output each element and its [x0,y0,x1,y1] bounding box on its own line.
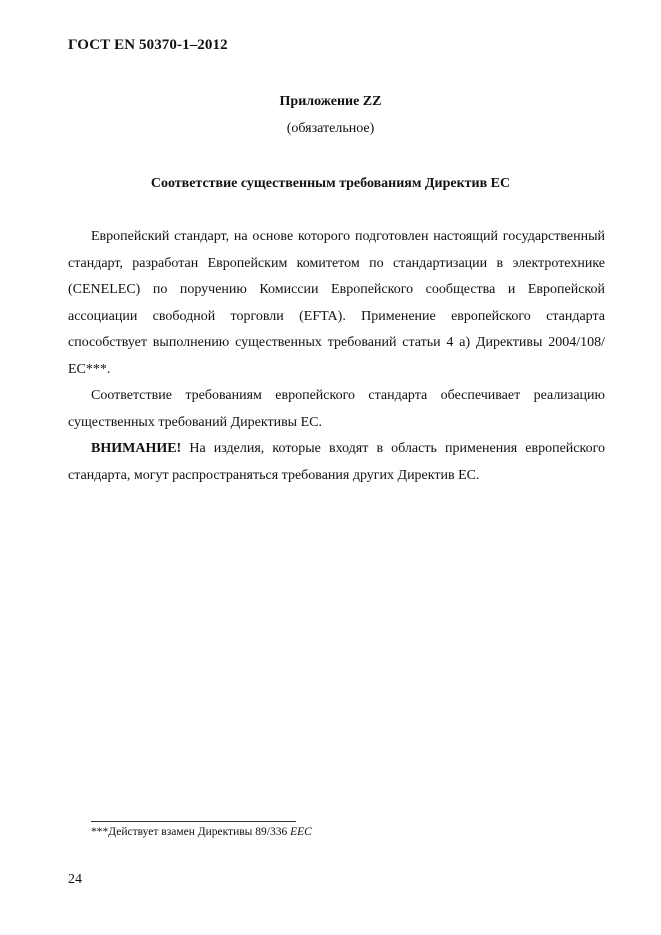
appendix-title: Приложение ZZ [279,94,382,109]
standard-code-header: ГОСТ EN 50370-1–2012 [68,37,228,53]
footnote [91,826,312,838]
footnote-emphasis: ЕЕС [290,826,312,838]
footnote-text: ***Действует взамен Директивы 89/336 [91,826,291,838]
appendix-status: (обязательное) [286,121,375,136]
paragraph-standard-origin: Европейский стандарт, на основе которого подготовлен настоящий государственный стандарт, разработан Европейским комитетом по стандартизации в электротехнике (CENELEC) по поручению Комиссии Европейского сообщества и Европейской ассоциации свободной торговли (EFTA). Применение европейского стандарта способствует выполнению существенных требований статьи 4 а) Директивы 2004/108/ЕС***. [68,229,605,377]
footnote-divider [91,821,296,822]
section-title: Соответствие существенным требованиям Директив ЕС [150,176,511,191]
page-number: 24 [68,872,82,887]
warning-text: На изделия, которые входят в область применения европейского стандарта, могут распространяться требования других Директив ЕС. [68,441,605,483]
paragraph-compliance: Соответствие требованиям европейского стандарта обеспечивает реализацию существенных требований Директивы ЕС. [68,388,605,430]
warning-label: ВНИМАНИЕ! [91,441,182,456]
paragraph-warning [68,436,605,489]
body-text [68,224,605,489]
